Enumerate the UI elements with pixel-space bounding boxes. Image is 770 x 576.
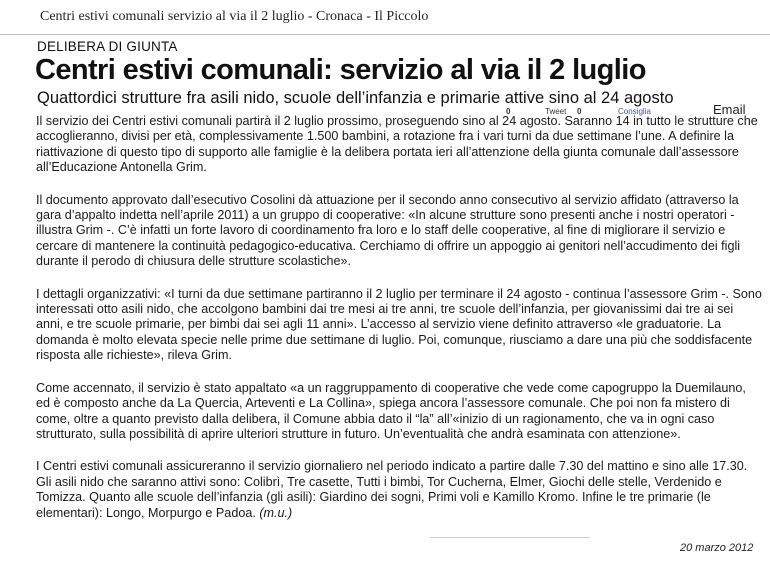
article-body <box>36 114 762 538</box>
article-paragraph: I dettagli organizzativi: «I turni da due settimane partiranno il 2 luglio per terminare il 24 agosto - continua l’assessore Grim -. Sono interessati otto asili nido, che accolgono bambini dai tre mesi ai tre anni, tre scuole dell’infanzia, per giovanissimi dai tre ai sei anni, e tre scuole primarie, per bimbi dai sei agli 11 anni». L’accesso al servizio viene definito attraverso «le graduatorie. La domanda è molto elevata specie nelle prime due settimane di luglio. Poi, comunque, riusciamo a dare una più che soddisfacente risposta alle richieste», rileva Grim. <box>36 286 762 363</box>
section-label: DELIBERA DI GIUNTA <box>37 39 178 54</box>
article-headline: Centri estivi comunali: servizio al via il 2 luglio <box>35 54 646 86</box>
article-subheadline: Quattordici strutture fra asili nido, scuole dell’infanzia e primarie attive sino al 24 agosto <box>37 89 674 107</box>
author-signature: (m.u.) <box>259 505 293 520</box>
article-paragraph-last <box>36 459 762 521</box>
share-count: 0 <box>506 107 511 116</box>
article-paragraph: Come accennato, il servizio è stato appaltato «a un raggruppamento di cooperative che vede come capogruppo la Duemilauno, ed è composto anche da La Quercia, Arteventi e La Collina», spiega ancora l’assessore comunale. Che poi non fa mistero di come, oltre a quanto previsto dalla delibera, il Comune abbia dato il “la” all’«inizio di un ragionamento, che va in ogni caso strutturato, sulla possibilità di aprire ulteriori strutture in futuro. Un’eventualità che andrà esaminata con attenzione». <box>36 380 746 441</box>
tweet-button[interactable]: Tweet <box>545 107 567 116</box>
email-link[interactable]: Email <box>713 102 746 117</box>
recommend-button[interactable]: Consiglia <box>618 107 651 116</box>
footer-divider <box>430 537 590 538</box>
tweet-count: 0 <box>577 107 582 116</box>
page-header-title: Centri estivi comunali servizio al via il 2 luglio - Cronaca - Il Piccolo <box>40 9 429 24</box>
article-paragraph-text: I Centri estivi comunali assicureranno il servizio giornaliero nel periodo indicato a partire dalle 7.30 del mattino e sino alle 17.30. Gli asili nido che saranno attivi sono: Colibrì, Tre casette, Tutti i bimbi, Tor Cucherna, Elmer, Giochi delle stelle, Verdenido e Tomizza. Quanto alle scuole dell’infanzia (gli asili): Giardino dei sogni, Primi voli e Kamillo Kromo. Infine le tre primarie (le elementari): Longo, Morpurgo e Padoa. <box>36 459 748 520</box>
header-divider <box>0 34 770 35</box>
article-paragraph: Il servizio dei Centri estivi comunali partirà il 2 luglio prossimo, proseguendo sino al 24 agosto. Saranno 14 in tutto le strutture che accoglieranno, divisi per età, complessivamente 1.500 bambini, a rotazione fra i vari turni da due settimane l’une. A definire la riattivazione di questo tipo di supporto alle famiglie è la delibera portata ieri all’attenzione della giunta comunale dall’assessore all’Educazione Antonella Grim. <box>36 114 758 175</box>
article-date: 20 marzo 2012 <box>680 542 754 554</box>
article-paragraph: Il documento approvato dall’esecutivo Cosolini dà attuazione per il secondo anno consecutivo al servizio affidato (attraverso la gara d’appalto indetta nell’aprile 2011) a un gruppo di cooperative: «In alcune strutture sono presenti anche i nostri operatori - illustra Grim -. C’è infatti un forte lavoro di coordinamento fra loro e lo staff delle cooperative, al fine di migliorare il servizio e cercare di mantenere la continuità pedagogico-educativa. Cerchiamo di offrire un appoggio ai genitori nell’accudimento dei figli durante il perodo di chiusura delle strutture scolastiche». <box>36 192 741 269</box>
